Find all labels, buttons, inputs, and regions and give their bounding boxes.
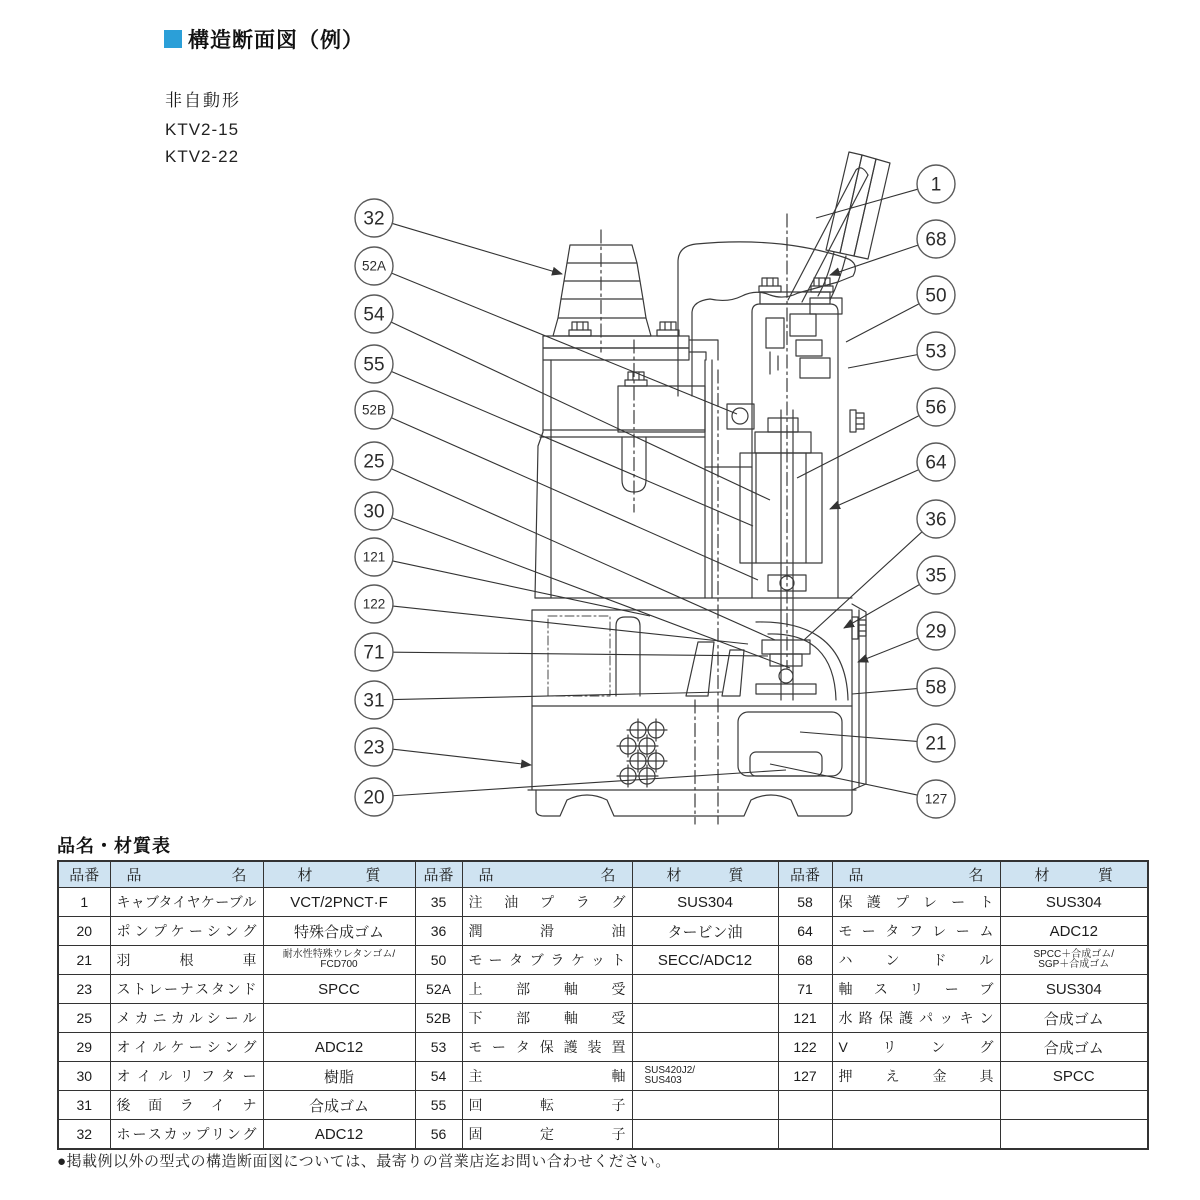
- cell-part-no: 23: [58, 975, 110, 1004]
- section-title-row: [164, 24, 364, 54]
- cell-material: ADC12: [263, 1120, 415, 1150]
- cell-part-name: 固定子: [462, 1120, 632, 1150]
- cell-part-no: 53: [415, 1033, 462, 1062]
- cell-material: SUS420J2/ SUS403: [632, 1062, 778, 1091]
- leader-line: [852, 689, 917, 694]
- pump-type-label: 非自動形: [165, 91, 241, 110]
- cell-part-name: オイルリフター: [110, 1062, 263, 1091]
- header-part-name: 品名: [832, 861, 1000, 888]
- callout-balloon: [355, 633, 393, 671]
- callout-balloon: [355, 778, 393, 816]
- cell-material: SPCC: [1000, 1062, 1148, 1091]
- cell-part-no: 32: [58, 1120, 110, 1150]
- cell-part-name: 押え金具: [832, 1062, 1000, 1091]
- leader-line: [393, 749, 531, 765]
- cell-material: SUS304: [1000, 975, 1148, 1004]
- balloon-number: 32: [363, 208, 385, 230]
- cell-part-name: 保護プレート: [832, 888, 1000, 917]
- cell-part-name: 軸スリーブ: [832, 975, 1000, 1004]
- balloon-number: 52A: [361, 258, 387, 274]
- leader-line: [858, 638, 918, 662]
- table-row: [58, 888, 1148, 917]
- balloon-number: 31: [363, 690, 385, 712]
- leader-line: [393, 652, 768, 656]
- balloon-number: 50: [925, 285, 947, 307]
- cell-material: 合成ゴム: [1000, 1004, 1148, 1033]
- cell-material: SPCC＋合成ゴム/ SGP＋合成ゴム: [1000, 946, 1148, 975]
- cell-material: 耐水性特殊ウレタンゴム/ FCD700: [263, 946, 415, 975]
- cell-part-no: 36: [415, 917, 462, 946]
- cell-part-no: 31: [58, 1091, 110, 1120]
- cell-part-no: 35: [415, 888, 462, 917]
- pump-outline: [528, 152, 890, 824]
- leader-line: [846, 304, 919, 342]
- header-part-name: 品名: [110, 861, 263, 888]
- cell-part-no: 56: [415, 1120, 462, 1150]
- hose-coupling: [553, 245, 651, 336]
- callout-balloon: [917, 220, 955, 258]
- cell-part-no: 54: [415, 1062, 462, 1091]
- table-row: [58, 917, 1148, 946]
- cell-part-name: モータフレーム: [832, 917, 1000, 946]
- balloon-number: 52B: [361, 402, 387, 418]
- cell-material: タービン油: [632, 917, 778, 946]
- cell-part-no: 30: [58, 1062, 110, 1091]
- strainer-stand: [528, 706, 856, 816]
- cell-part-name: 潤滑油: [462, 917, 632, 946]
- cell-part-no: 64: [778, 917, 832, 946]
- balloon-number: 64: [925, 452, 947, 474]
- cell-part-name: ストレーナスタンド: [110, 975, 263, 1004]
- cell-material: SUS304: [632, 888, 778, 917]
- cell-part-no: 1: [58, 888, 110, 917]
- cell-material: [263, 1004, 415, 1033]
- balloon-number: 30: [363, 501, 385, 523]
- cell-material: VCT/2PNCT·F: [263, 888, 415, 917]
- model-name-2: KTV2-22: [165, 147, 240, 166]
- cell-part-name: 主軸: [462, 1062, 632, 1091]
- motor-frame: [740, 278, 864, 700]
- cell-material: [1000, 1120, 1148, 1150]
- cell-material: 合成ゴム: [1000, 1033, 1148, 1062]
- balloon-number: 121: [362, 549, 386, 565]
- leader-line: [393, 561, 650, 616]
- cell-part-name: 回転子: [462, 1091, 632, 1120]
- cell-part-no: 55: [415, 1091, 462, 1120]
- balloon-number: 25: [363, 451, 385, 473]
- cell-part-name: 羽根車: [110, 946, 263, 975]
- leader-line: [830, 245, 918, 275]
- balloon-number: 35: [925, 565, 947, 587]
- header-part-name: 品名: [462, 861, 632, 888]
- table-row: [58, 946, 1148, 975]
- cell-part-no: 20: [58, 917, 110, 946]
- callout-balloon: [917, 780, 955, 818]
- cell-part-name: 水路保護パッキン: [832, 1004, 1000, 1033]
- oil-casing: [532, 598, 866, 706]
- cell-part-name: Vリング: [832, 1033, 1000, 1062]
- power-cable: [810, 152, 890, 314]
- callout-balloon: [917, 556, 955, 594]
- cell-material: SPCC: [263, 975, 415, 1004]
- callout-balloon: [355, 391, 393, 429]
- leader-line: [392, 273, 737, 414]
- header-material: 材質: [1000, 861, 1148, 888]
- cell-part-name: 後面ライナ: [110, 1091, 263, 1120]
- cell-part-name: [832, 1120, 1000, 1150]
- callout-balloon: [917, 500, 955, 538]
- header-material: 材質: [263, 861, 415, 888]
- callout-balloon: [917, 612, 955, 650]
- upper-bearing: [727, 404, 754, 429]
- callouts-layer: [355, 165, 955, 818]
- balloon-number: 71: [363, 642, 385, 664]
- balloon-number: 23: [363, 737, 385, 759]
- cell-part-no: 25: [58, 1004, 110, 1033]
- callout-balloon: [355, 538, 393, 576]
- cell-part-name: ポンプケーシング: [110, 917, 263, 946]
- cell-part-no: 52B: [415, 1004, 462, 1033]
- header-part-no: 品番: [58, 861, 110, 888]
- callout-balloon: [355, 247, 393, 285]
- drain-holes: [617, 719, 667, 787]
- cell-part-name: モータブラケット: [462, 946, 632, 975]
- cell-part-name: メカニカルシール: [110, 1004, 263, 1033]
- cell-part-no: [778, 1091, 832, 1120]
- callout-balloon: [355, 585, 393, 623]
- leader-line: [848, 355, 917, 368]
- cell-part-no: 122: [778, 1033, 832, 1062]
- table-row: [58, 1033, 1148, 1062]
- balloon-number: 29: [925, 621, 947, 643]
- page-title: 構造断面図（例）: [188, 29, 364, 52]
- cell-material: [632, 1120, 778, 1150]
- cell-part-no: 58: [778, 888, 832, 917]
- balloon-number: 20: [363, 787, 385, 809]
- cell-part-no: 127: [778, 1062, 832, 1091]
- balloon-number: 122: [362, 596, 386, 612]
- parts-table-wrap: [57, 860, 1149, 1150]
- callout-balloon: [355, 199, 393, 237]
- callout-balloon: [355, 345, 393, 383]
- model-name-1: KTV2-15: [165, 120, 240, 139]
- balloon-number: 68: [925, 229, 947, 251]
- cell-part-name: モータ保護装置: [462, 1033, 632, 1062]
- leader-line: [393, 770, 786, 796]
- leader-line: [391, 371, 753, 526]
- table-row: [58, 1120, 1148, 1150]
- cell-part-name: [832, 1091, 1000, 1120]
- cell-material: 樹脂: [263, 1062, 415, 1091]
- cell-material: ADC12: [263, 1033, 415, 1062]
- balloon-number: 58: [925, 677, 947, 699]
- cell-part-no: 50: [415, 946, 462, 975]
- callout-balloon: [355, 442, 393, 480]
- parts-table-title: 品名・材質表: [57, 836, 171, 856]
- cell-material: [1000, 1091, 1148, 1120]
- balloon-number: 1: [930, 174, 942, 196]
- callout-balloon: [355, 295, 393, 333]
- cell-material: SECC/ADC12: [632, 946, 778, 975]
- callout-balloon: [917, 388, 955, 426]
- callout-balloon: [917, 332, 955, 370]
- pump-cross-section-diagram: [330, 130, 1020, 840]
- callout-balloon: [355, 492, 393, 530]
- callout-balloon: [917, 276, 955, 314]
- header-material: 材質: [632, 861, 778, 888]
- callout-balloon: [355, 728, 393, 766]
- callout-balloon: [917, 443, 955, 481]
- callout-balloon: [917, 165, 955, 203]
- table-header-row: [58, 861, 1148, 888]
- leader-line: [797, 416, 919, 478]
- cell-material: [632, 1033, 778, 1062]
- table-row: [58, 975, 1148, 1004]
- cell-part-no: 121: [778, 1004, 832, 1033]
- cell-material: 特殊合成ゴム: [263, 917, 415, 946]
- table-row: [58, 1062, 1148, 1091]
- cell-part-name: ホースカップリング: [110, 1120, 263, 1150]
- cell-part-name: 注油プラグ: [462, 888, 632, 917]
- cell-part-no: 21: [58, 946, 110, 975]
- balloon-number: 54: [363, 304, 385, 326]
- cell-material: [632, 1091, 778, 1120]
- leader-line: [392, 518, 790, 668]
- cell-part-no: 71: [778, 975, 832, 1004]
- cell-part-no: 29: [58, 1033, 110, 1062]
- leader-line: [391, 418, 758, 580]
- cell-material: [632, 1004, 778, 1033]
- balloon-number: 21: [925, 733, 947, 755]
- cell-part-no: 68: [778, 946, 832, 975]
- cell-part-name: 下部軸受: [462, 1004, 632, 1033]
- footer-note: ●掲載例以外の型式の構造断面図については、最寄りの営業店迄お問い合わせください。: [57, 1153, 671, 1170]
- balloon-number: 55: [363, 354, 385, 376]
- parts-table-body: [58, 888, 1148, 1150]
- balloon-number: 56: [925, 397, 947, 419]
- balloon-number: 36: [925, 509, 947, 531]
- leader-line: [830, 470, 919, 509]
- cell-part-name: キャブタイヤケーブル: [110, 888, 263, 917]
- cell-part-no: [778, 1120, 832, 1150]
- title-bullet-icon: [164, 30, 182, 48]
- cell-part-name: オイルケーシング: [110, 1033, 263, 1062]
- header-part-no: 品番: [778, 861, 832, 888]
- balloon-number: 127: [924, 791, 948, 807]
- balloon-number: 53: [925, 341, 947, 363]
- protection-plate: [852, 604, 866, 790]
- cell-material: 合成ゴム: [263, 1091, 415, 1120]
- cell-material: ADC12: [1000, 917, 1148, 946]
- cell-part-name: ハンドル: [832, 946, 1000, 975]
- leader-line: [393, 692, 722, 700]
- parts-table: [57, 860, 1149, 1150]
- leader-line: [392, 223, 562, 274]
- cell-part-no: 52A: [415, 975, 462, 1004]
- header-part-no: 品番: [415, 861, 462, 888]
- table-row: [58, 1091, 1148, 1120]
- cell-material: [632, 975, 778, 1004]
- callout-balloon: [917, 724, 955, 762]
- callout-balloon: [917, 668, 955, 706]
- cell-material: SUS304: [1000, 888, 1148, 917]
- leader-line: [391, 322, 770, 500]
- leader-line: [816, 189, 918, 218]
- callout-balloon: [355, 681, 393, 719]
- leader-line: [393, 606, 748, 644]
- table-row: [58, 1004, 1148, 1033]
- cell-part-name: 上部軸受: [462, 975, 632, 1004]
